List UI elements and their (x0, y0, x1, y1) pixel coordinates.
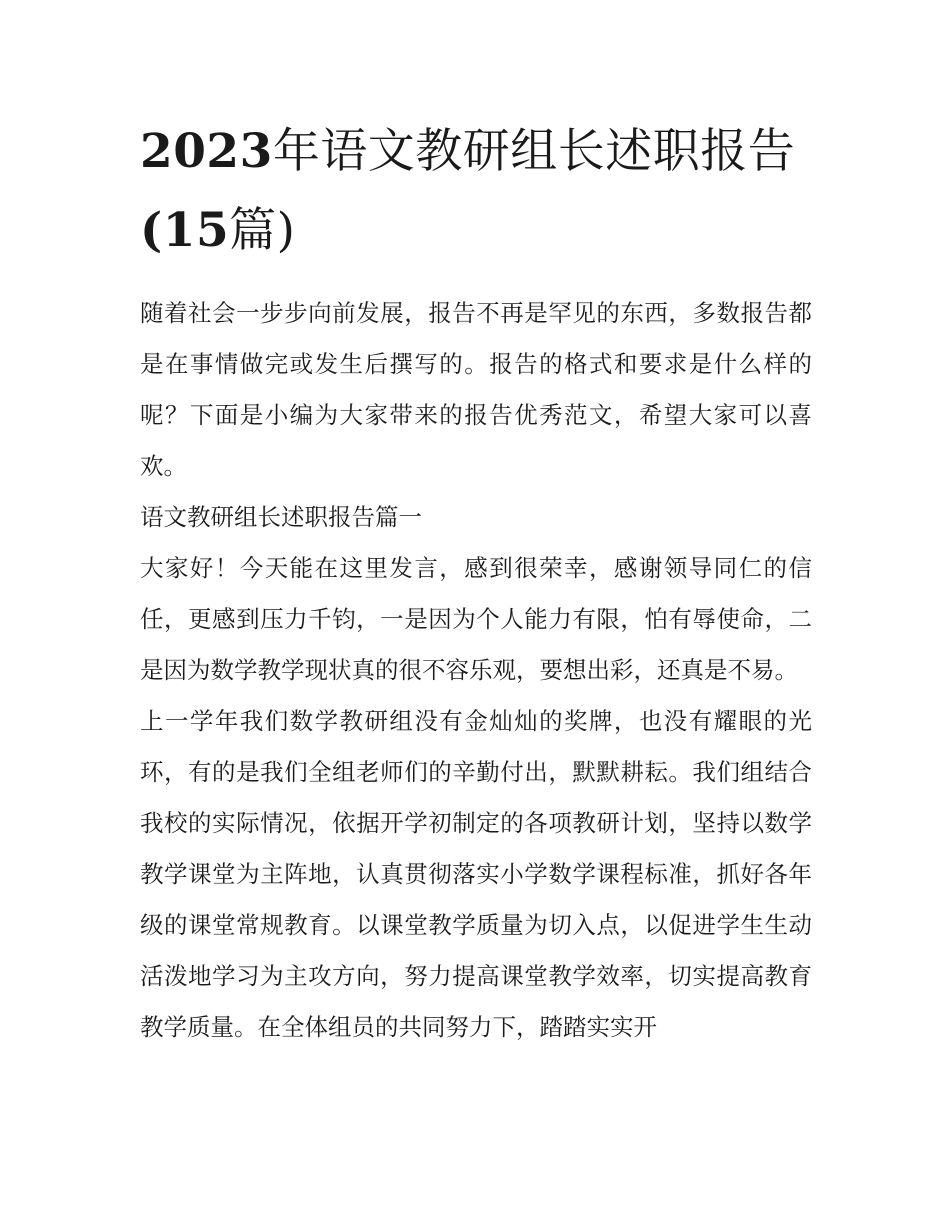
body-paragraph: 大家好！今天能在这里发言，感到很荣幸，感谢领导同仁的信任，更感到压力千钧，一是因为个人能力有限，怕有辱使命，二是因为数学教学现状真的很不容乐观，要想出彩，还真是不易。 (140, 554, 812, 684)
intro-paragraph: 随着社会一步步向前发展，报告不再是罕见的东西，多数报告都是在事情做完或发生后撰写的。报告的格式和要求是什么样的呢？下面是小编为大家带来的报告优秀范文，希望大家可以喜欢。 (140, 299, 812, 480)
body-paragraph: 上一学年我们数学教研组没有金灿灿的奖牌，也没有耀眼的光环，有的是我们全组老师们的辛勤付出，默默耕耘。我们组结合我校的实际情况，依据开学初制定的各项教研计划，坚持以数学教学课堂为主阵地，认真贯彻落实小学数学课程标准，抓好各年级的课堂常规教育。以课堂教学质量为切入点，以促进学生生动活泼地学习为主攻方向，努力提高课堂教学效率，切实提高教育教学质量。在全体组员的共同努力下，踏踏实实开 (140, 707, 812, 1041)
title-main: 年语文教研组长述职报告 (272, 124, 796, 179)
section-heading: 语文教研组长述职报告篇一 (140, 503, 422, 531)
document-page (140, 112, 812, 1053)
document-body (140, 288, 812, 1053)
title-count-unit: 篇) (229, 203, 296, 258)
document-title (140, 112, 812, 270)
title-count: (15 (140, 203, 230, 258)
title-year: 2023 (140, 124, 273, 179)
